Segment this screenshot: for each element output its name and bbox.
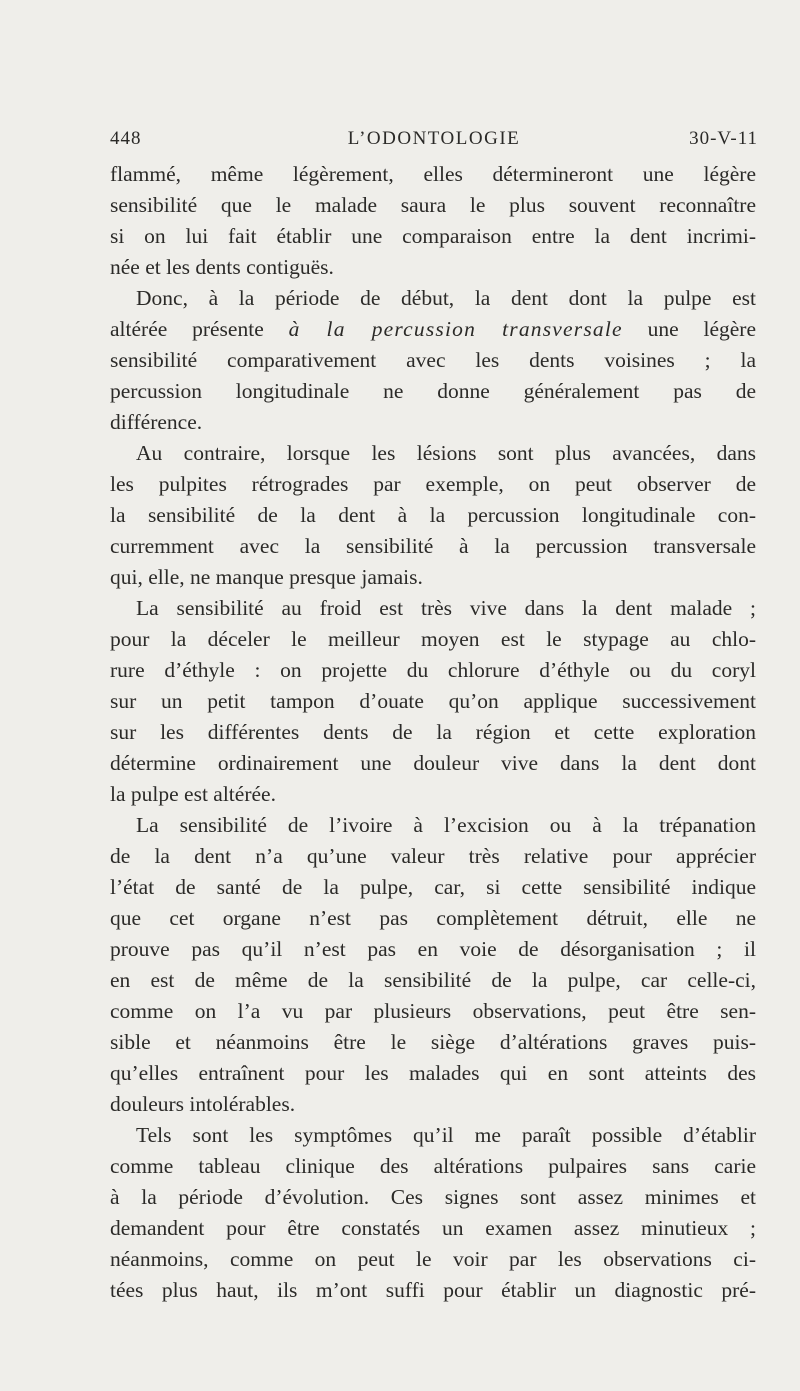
paragraph xyxy=(110,1120,756,1306)
paragraph xyxy=(110,283,756,438)
emphasis-text: à la percussion transversale xyxy=(288,317,623,341)
text-line: La sensibilité au froid est très vive dans la dent malade ; xyxy=(136,596,756,620)
text-line: que cet organe n’est pas complètement détruit, elle ne xyxy=(110,906,756,930)
text-line: sur les différentes dents de la région et cette exploration xyxy=(110,720,756,744)
text-line: pour la déceler le meilleur moyen est le stypage au chlo- xyxy=(110,627,756,651)
running-header xyxy=(110,128,758,158)
paragraph xyxy=(110,810,756,1120)
text-line: demandent pour être constatés un examen assez minutieux ; xyxy=(110,1216,756,1240)
text-line: rure d’éthyle : on projette du chlorure d’éthyle ou du coryl xyxy=(110,658,756,682)
text-line: comme tableau clinique des altérations pulpaires sans carie xyxy=(110,1154,756,1178)
text-line: la pulpe est altérée. xyxy=(110,782,276,806)
text-line: tées plus haut, ils m’ont suffi pour établir un diagnostic pré- xyxy=(110,1278,756,1302)
text-line: flammé, même légèrement, elles détermineront une légère xyxy=(110,162,756,186)
text-line: sur un petit tampon d’ouate qu’on applique successivement xyxy=(110,689,756,713)
text-line: différence. xyxy=(110,410,203,434)
text-line: l’état de santé de la pulpe, car, si cette sensibilité indique xyxy=(110,875,756,899)
text-line: détermine ordinairement une douleur vive dans la dent dont xyxy=(110,751,756,775)
text-line: comme on l’a vu par plusieurs observations, peut être sen- xyxy=(110,999,756,1023)
text-line: néanmoins, comme on peut le voir par les observations ci- xyxy=(110,1247,756,1271)
paragraph xyxy=(110,159,756,283)
text-line: en est de même de la sensibilité de la pulpe, car celle-ci, xyxy=(110,968,756,992)
page-number: 448 xyxy=(110,128,142,149)
paragraph xyxy=(110,438,756,593)
text-line: sible et néanmoins être le siège d’altérations graves puis- xyxy=(110,1030,756,1054)
text-line: prouve pas qu’il n’est pas en voie de désorganisation ; il xyxy=(110,937,756,961)
text-line: Tels sont les symptômes qu’il me paraît possible d’établir xyxy=(136,1123,756,1147)
text-line: si on lui fait établir une comparaison entre la dent incrimi- xyxy=(110,224,756,248)
issue-date: 30-V-11 xyxy=(689,128,758,149)
text-line: sensibilité comparativement avec les dents voisines ; la xyxy=(110,348,756,372)
text-line: qu’elles entraînent pour les malades qui en sont atteints des xyxy=(110,1061,756,1085)
paragraph xyxy=(110,593,756,810)
text-segment: altérée présente xyxy=(110,317,289,341)
text-line: La sensibilité de l’ivoire à l’excision ou à la trépanation xyxy=(136,813,756,837)
text-line: née et les dents contiguës. xyxy=(110,255,334,279)
text-line: de la dent n’a qu’une valeur très relative pour apprécier xyxy=(110,844,756,868)
body-text xyxy=(110,159,756,1306)
text-line: les pulpites rétrogrades par exemple, on peut observer de xyxy=(110,472,756,496)
text-line: douleurs intolérables. xyxy=(110,1092,296,1116)
text-line: à la période d’évolution. Ces signes sont assez minimes et xyxy=(110,1185,756,1209)
text-line: curremment avec la sensibilité à la percussion transversale xyxy=(110,534,756,558)
text-line: sensibilité que le malade saura le plus souvent reconnaître xyxy=(110,193,756,217)
text-line: percussion longitudinale ne donne généralement pas de xyxy=(110,379,756,403)
text-line-with-emphasis xyxy=(110,314,756,345)
text-line: Donc, à la période de début, la dent dont la pulpe est xyxy=(136,286,756,310)
text-line: qui, elle, ne manque presque jamais. xyxy=(110,565,423,589)
running-title: L’ODONTOLOGIE xyxy=(347,128,521,149)
text-segment: une légère xyxy=(647,317,756,341)
text-line: Au contraire, lorsque les lésions sont plus avancées, dans xyxy=(136,441,756,465)
text-line: la sensibilité de la dent à la percussion longitudinale con- xyxy=(110,503,756,527)
